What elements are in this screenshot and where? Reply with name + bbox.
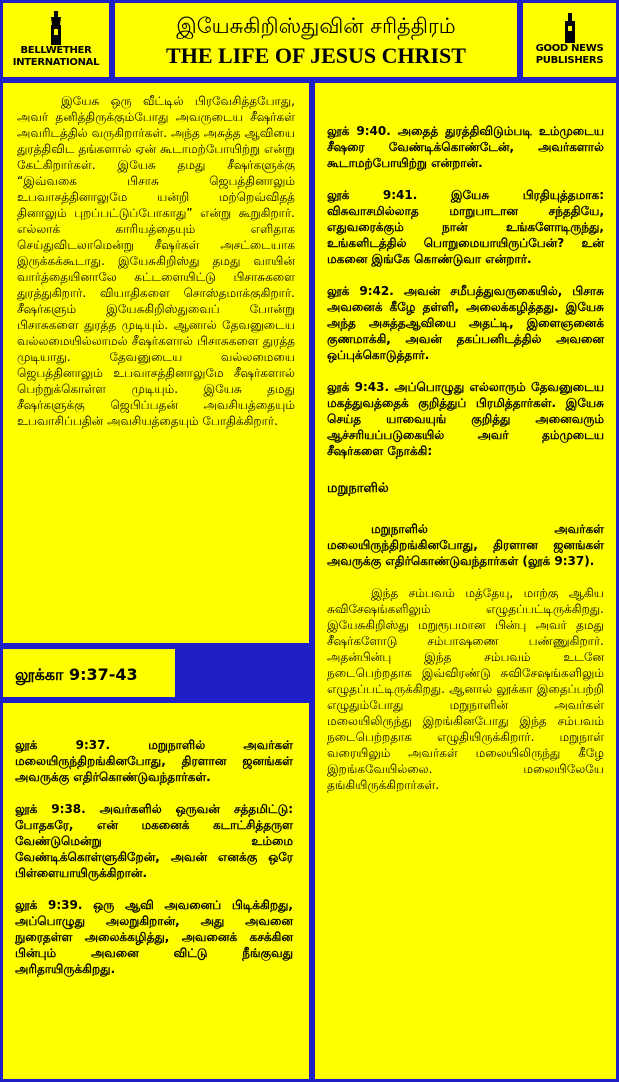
good-news-logo-line1: GOOD NEWS: [535, 43, 604, 54]
intro-text: இயேசு ஒரு வீட்டில் பிரவேசித்தபோது, அவர் தனித்திருக்கும்போது அவருடைய சீஷர்கள் அவரிடத்தில் வருகிறார்கள். அந்த அசுத்த ஆவியை துரத்திவிட தங்களால் ஏன் கூடாமற்போயிற்று என்று கேட்கிறார்கள். இயேசு தமது சீஷர்களுக்கு “இவ்வகை பிசாசு ஜெபத்தினாலும் உபவாசத்தினாலுமே யன்றி மற்றெவ்விதத் தினாலும் புறப்பட்டுப்போகாது” என்று கூறுகிறார். எல்லாக் காரியத்தையும் எளிதாக செய்துவிடலாமென்று சீஷர்கள் அசட்டையாக இருக்கக்கூடாது. இயேசுகிறிஸ்து தமது வாயின் வார்த்தையினாலே கட்டளையிட்டு பிசாசுகளை துரத்துகிறார். வியாதிகளை சொஸ்தமாக்குகிறார். சீஷர்களும் இயேசுகிறிஸ்துவைப் போன்று பிசாசுகளை துரத்த முடியும். ஆனால் தேவனுடைய வல்லமையில்லாமல் சீஷர்களால் பிசாசுகளை துரத்த முடியாது. தேவனுடைய வல்லமையை ஜெபத்தினாலும் உபவாசத்தினாலுமே சீஷர்களால் பெற்றுக்கொள்ள முடியும். இயேசு தமது சீஷர்களுக்கு ஜெபிப்பதன் அவசியத்தையும் உபவாசிப்பதின் அவசியத்தையும் போதிக்கிறார்.: [17, 94, 295, 428]
commentary-text: இந்த சம்பவம் மத்தேயு, மாற்கு ஆகிய சுவிசேஷங்களிலும் எழுதப்பட்டிருக்கிறது. இயேசுகிறிஸ்து மறுரூபமான பின்பு அவர் தமது சீஷர்களோடு சம்பாஷணை பண்ணுகிறார். அதன்பின்பு இந்த சம்பவம் உடனே நடைபெற்றதாக இவ்விரண்டு சுவிசேஷங்களிலும் எழுதப்பட்டிருக்கிறது. ஆனால் லூக்கா இதைப்பற்றி எழுதும்போது மறுநாளின் அவர்கள் மலையிலிருந்து இறங்கினபோது இந்த சம்பவம் நடைபெற்றதாக எழுதியிருக்கிறார். மறுநாள் வரையிலும் அவர்கள் மலையிலிருந்து கீழே இறங்கவேயில்லை. மலையிலேயே தங்கியிருக்கிறார்கள்.: [327, 586, 604, 792]
page-title-english: THE LIFE OF JESUS CHRIST: [166, 43, 466, 68]
bell-tower-icon: [49, 11, 63, 45]
verse-9-38: லூக் 9:38. அவர்களில் ஒருவன் சத்தமிட்டு: போதகரே, என் மகனைக் கடாட்சித்தருள வேண்டுமென்று உம்மை வேண்டிக்கொள்ளுகிறேன், அவன் எனக்கு ஒரே பிள்ளையாயிருக்கிறான்.: [15, 802, 293, 880]
verses-panel-left: [0, 700, 312, 1082]
bellwether-logo-line1: BELLWETHER: [20, 45, 92, 56]
scripture-reference-box: [0, 646, 178, 700]
section-quote: மறுநாளில் அவர்கள் மலையிருந்திறங்கினபோது, திரளான ஜனங்கள் அவருக்கு எதிர்கொண்டுவந்தார்கள் (லூக் 9:37).: [327, 522, 604, 568]
good-news-logo: [520, 0, 619, 80]
divider: [178, 646, 312, 700]
verse-9-37: லூக் 9:37. மறுநாளில் அவர்கள் மலையிருந்திறங்கினபோது, திரளான ஜனங்கள் அவருக்கு எதிர்கொண்டுவந்தார்கள்.: [15, 738, 293, 784]
scripture-reference: லூக்கா 9:37-43: [15, 665, 138, 684]
verse-9-39: லூக் 9:39. ஒரு ஆவி அவனைப் பிடிக்கிறது, அப்பொழுது அலறுகிறான், அது அவனை நுரைதள்ள அலைக்கழித்து, அவனைக் கசக்கின பின்பும் அவனை விட்டு நீங்குவது அரிதாயிருக்கிறது.: [15, 898, 293, 976]
page-title-tamil: இயேசுகிறிஸ்துவின் சரித்திரம்: [176, 14, 456, 38]
verse-9-41: லூக் 9:41. இயேசு பிரதியுத்தமாக: விசுவாசமில்லாத மாறுபாடான சந்ததியே, எதுவரைக்கும் நான் உங்களோடிருந்து, உங்களிடத்தில் பொறுமையாயிருப்பேன்? உன் மகனை இங்கே கொண்டுவா என்றார்.: [327, 188, 604, 266]
section-heading: மறுநாளில்: [327, 481, 389, 496]
building-icon: [562, 13, 578, 43]
verse-9-40: லூக் 9:40. அதைத் துரத்திவிடும்படி உம்முடைய சீஷரை வேண்டிக்கொண்டேன், அவர்களால் கூடாமற்போயிற்று என்றான்.: [327, 124, 604, 170]
intro-panel: [0, 80, 312, 646]
good-news-logo-line2: PUBLISHERS: [535, 55, 604, 66]
title-banner: [112, 0, 520, 80]
verse-9-43: லூக் 9:43. அப்பொழுது எல்லாரும் தேவனுடைய மகத்துவத்தைக் குறித்துப் பிரமித்தார்கள். இயேசு செய்த யாவையுங் குறித்து அனைவரும் ஆச்சரியப்படுகையில் அவர் தம்முடைய சீஷர்களை நோக்கி:: [327, 380, 604, 458]
bellwether-logo: [0, 0, 112, 80]
bellwether-logo-line2: INTERNATIONAL: [12, 57, 100, 68]
verses-panel-right: [312, 80, 619, 1082]
verse-9-42: லூக் 9:42. அவன் சமீபத்துவருகையில், பிசாசு அவனைக் கீழே தள்ளி, அலைக்கழித்தது. இயேசு அந்த அசுத்தஆவியை அதட்டி, இளைஞனைக் குணமாக்கி, அவன் தகப்பனிடத்தில் அவனை ஒப்புக்கொடுத்தார்.: [327, 284, 604, 362]
